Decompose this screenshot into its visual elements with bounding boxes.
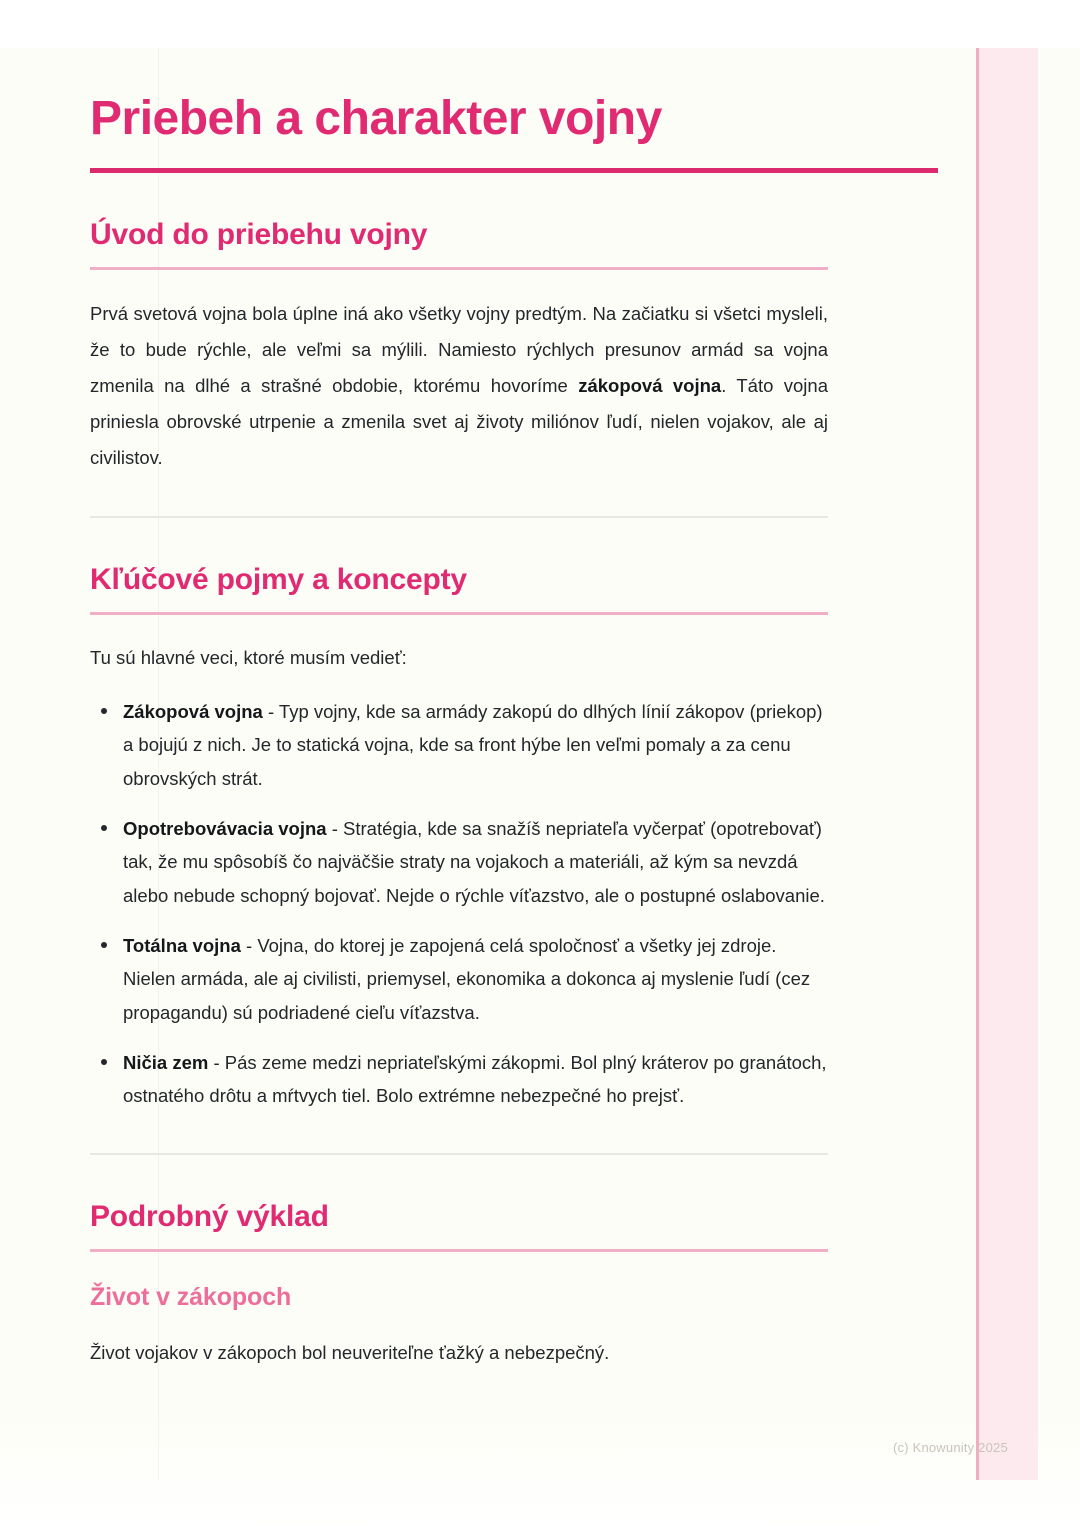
list-item-text: - Pás zeme medzi nepriateľskými zákopmi. Bol plný kráterov po granátoch, ostnatého drôtu a mŕtvych tiel. Bolo extrémne nebezpečné ho prejsť. bbox=[123, 1051, 827, 1107]
bullet-icon bbox=[101, 708, 107, 714]
intro-paragraph-emphasis: zákopová vojna bbox=[578, 374, 722, 396]
right-margin-line bbox=[976, 48, 979, 1480]
bullet-icon bbox=[101, 825, 107, 831]
subsection-heading-trench-life: Život v zákopoch bbox=[90, 1282, 292, 1311]
list-item bbox=[90, 812, 828, 913]
section-heading-intro: Úvod do priebehu vojny bbox=[90, 217, 428, 251]
list-item bbox=[90, 1046, 828, 1113]
page-title: Priebeh a charakter vojny bbox=[90, 92, 662, 145]
key-concepts-list bbox=[90, 673, 930, 1113]
intro-paragraph-part2: . Táto vojna priniesla obrovské utrpenie a zmenila svet aj životy miliónov ľudí, nielen vojakov, ale aj civilistov. bbox=[90, 374, 828, 468]
list-item-term: Ničia zem bbox=[123, 1051, 209, 1073]
bullet-icon bbox=[101, 1059, 107, 1065]
copyright-watermark: (c) Knowunity 2025 bbox=[893, 1440, 1008, 1455]
key-concepts-lead: Tu sú hlavné veci, ktoré musím vedieť: bbox=[90, 647, 407, 669]
bullet-icon bbox=[101, 942, 107, 948]
intro-paragraph bbox=[90, 270, 828, 476]
list-item bbox=[90, 929, 828, 1030]
list-item bbox=[90, 695, 828, 796]
list-item-text: - Typ vojny, kde sa armády zakopú do dlhých línií zákopov (priekop) a bojujú z nich. Je to statická vojna, kde sa front hýbe len veľmi pomaly a za cenu obrovských strát. bbox=[123, 700, 823, 789]
section-heading-key-concepts: Kľúčové pojmy a koncepty bbox=[90, 563, 467, 597]
detail-paragraph: Život vojakov v zákopoch bol neuveriteľne ťažký a nebezpečný. bbox=[90, 1341, 610, 1363]
list-item-term: Totálna vojna bbox=[123, 934, 241, 956]
section-heading-detail: Podrobný výklad bbox=[90, 1199, 329, 1233]
list-item-text: - Vojna, do ktorej je zapojená celá spoločnosť a všetky jej zdroje. Nielen armáda, ale aj civilisti, priemysel, ekonomika a dokonca aj myslenie ľudí (cez propagandu) sú podriadené cieľu víťazstva. bbox=[123, 934, 811, 1023]
list-item-term: Zákopová vojna bbox=[123, 700, 263, 722]
list-item-term: Opotrebovávacia vojna bbox=[123, 817, 327, 839]
document-content bbox=[90, 48, 930, 1367]
right-margin-band bbox=[979, 48, 1038, 1480]
list-item-text: - Stratégia, kde sa snažíš nepriateľa vyčerpať (opotrebovať) tak, že mu spôsobíš čo najväčšie straty na vojakoch a materiáli, až kým sa nevzdá alebo nebude schopný bojovať. Nejde o rýchle víťazstvo, ale o postupné oslabovanie. bbox=[123, 817, 825, 906]
intro-paragraph-part1: Prvá svetová vojna bola úplne iná ako všetky vojny predtým. Na začiatku si všetci mysleli, že to bude rýchle, ale veľmi sa mýlili. Namiesto rýchlych presunov armád sa vojna zmenila na dlhé a strašné obdobie, ktorému hovoríme bbox=[90, 302, 828, 396]
